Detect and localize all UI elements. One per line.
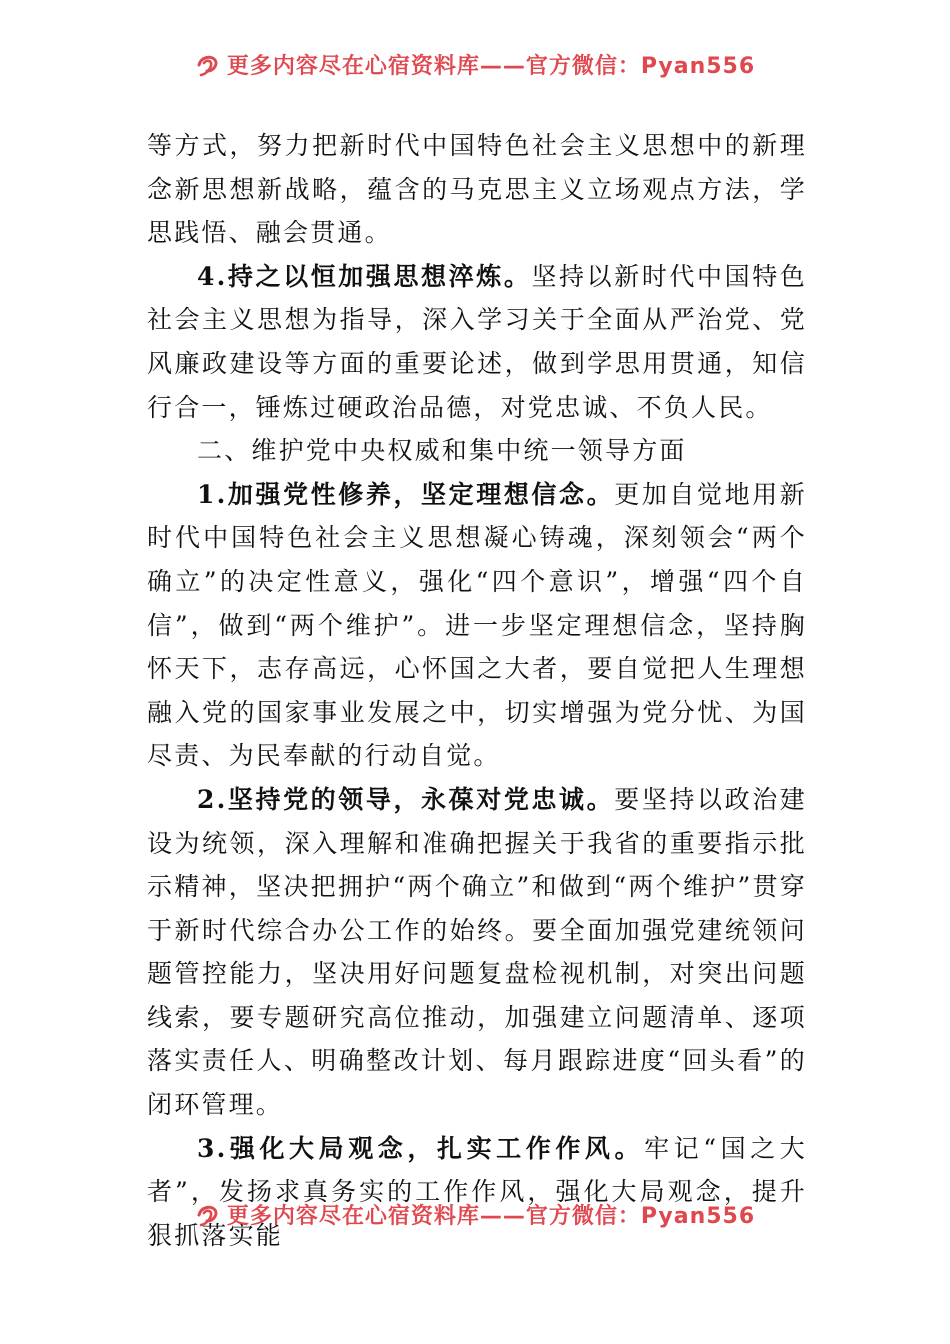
paragraph-item-4 [147, 255, 807, 429]
item-heading: 2.坚持党的领导，永葆对党忠诚。 [197, 784, 615, 814]
document-body [147, 124, 807, 1257]
watermark-banner-bottom [0, 1198, 950, 1238]
paragraph-text: 坚持以新时代中国特色社会主义思想为指导，深入学习关于全面从严治党、党风廉政建设等方面的重要论述，做到学思用贯通，知信行合一，锤炼过硬政治品德，对党忠诚、不负人民。 [147, 261, 807, 422]
paragraph-text: 等方式，努力把新时代中国特色社会主义思想中的新理念新思想新战略，蕴含的马克思主义立场观点方法，学思践悟、融会贯通。 [147, 131, 807, 248]
watermark-banner-top [0, 48, 950, 88]
paragraph-item-1 [147, 473, 807, 778]
paragraph-text: 要坚持以政治建设为统领，深入理解和准确把握关于我省的重要指示批示精神，坚决把拥护“两个确立”和做到“两个维护”贯穿于新时代综合办公工作的始终。要全面加强党建统领问题管控能力，坚决用好问题复盘检视机制，对突出问题线索，要专题研究高位推动，加强建立问题清单、逐项落实责任人、明确整改计划、每月跟踪进度“回头看”的闭环管理。 [147, 784, 807, 1120]
logo-icon [195, 1201, 221, 1227]
watermark-text-top: 更多内容尽在心宿资料库——官方微信：Pyan556 [226, 53, 756, 79]
section-heading-text: 二、维护党中央权威和集中统一领导方面 [197, 436, 687, 466]
item-heading: 3.强化大局观念，扎实工作作风。 [197, 1133, 645, 1163]
paragraph-item-2 [147, 778, 807, 1127]
paragraph-text: 牢记“国之大者”，发扬求真务实的工作作风，强化大局观念，提升狠抓落实能 [147, 1133, 807, 1250]
logo-icon [195, 51, 221, 77]
item-heading: 4.持之以恒加强思想淬炼。 [197, 261, 532, 291]
item-heading: 1.加强党性修养，坚定理想信念。 [197, 479, 615, 509]
section-heading [147, 429, 807, 473]
paragraph-continued [147, 124, 807, 255]
watermark-text-bottom: 更多内容尽在心宿资料库——官方微信：Pyan556 [226, 1203, 756, 1229]
paragraph-text: 更加自觉地用新时代中国特色社会主义思想凝心铸魂，深刻领会“两个确立”的决定性意义，强化“四个意识”，增强“四个自信”，做到“两个维护”。进一步坚定理想信念，坚持胸怀天下，志存高远，心怀国之大者，要自觉把人生理想融入党的国家事业发展之中，切实增强为党分忧、为国尽责、为民奉献的行动自觉。 [147, 479, 807, 771]
